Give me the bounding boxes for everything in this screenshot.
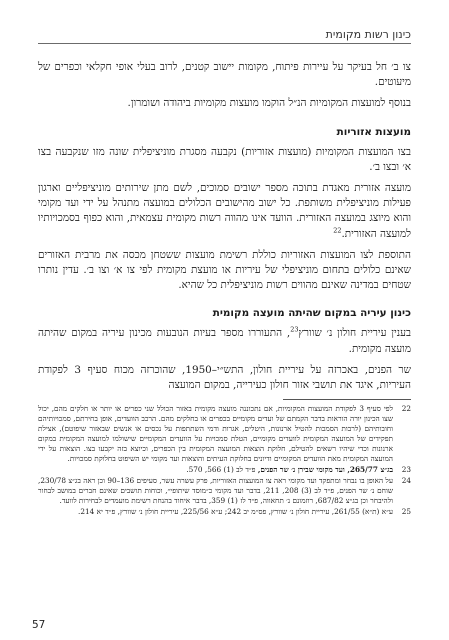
- running-title: כינון רשות מקומית: [325, 28, 411, 41]
- section-heading-municipality-establishment: כינון עיריה במקום שהיתה מועצה מקומית: [212, 307, 411, 320]
- page-number: 57: [32, 619, 46, 631]
- paragraph-schedule: התוספת לצו המועצות האזוריות כוללת רשימת מועצות ששטחן מכסה את מרבית האזורים שאינם כלולים בתחום מוניציפלי של עיריות או מועצת מקומית לפי צו א׳ וצו ב׳. עדין נותרו שטחים במדינה שאינם מהווים רשות מוניציפלית כל שהיא.: [38, 248, 411, 292]
- footnote-body: ע״א (ת״א) 261/55, עיריית חולון נ׳ שוורץ, פס״מ יב 242; ע״א 225/56, עיריית חולון נ׳ שוורץ, פ״ד יא 214.: [78, 507, 393, 517]
- footnote-text: [38, 507, 393, 517]
- footnote-body: פ״ד לב (1) 566, 570.: [186, 465, 256, 475]
- footnote-text: [38, 476, 393, 506]
- running-header: [38, 28, 411, 44]
- footnote-24: [38, 476, 411, 506]
- footnote-number: 25: [401, 507, 411, 517]
- footnote-number: 22: [401, 404, 411, 414]
- footnote-text: [38, 465, 393, 475]
- footnote-body: על האופן בו נבחר ומתפקד ועד מקומי ראה צו המועצות האזוריות, פרק עשרה עשר, סעיפים 136–90 וכן ראה בג״צ 230/78, שוחם נ׳ שר הפנים, פ״ד לב (3) 208, 211, בדבר ועד מקומי כ״מוסד שיתופי״, וכוחות תושבים שאינם חברים במושב לבחור ולהיבחר וכן בג״צ 687/82, רוזמונם נ׳ תחאווה, פ״ד לז (1) 359, בדבר איחוד בהנחת רשימת מועמדים לבחירות לוועד.: [38, 476, 394, 506]
- footnote-text: [38, 404, 393, 464]
- paragraph-holon-case-start: בענין עיריית חולון נ׳ שוורץ: [298, 327, 411, 340]
- footnote-number: 23: [401, 465, 411, 475]
- section-heading-regional-councils: מועצות אזוריות: [336, 125, 411, 138]
- footnote-ref-22[interactable]: 22: [333, 226, 342, 235]
- paragraph-holon-case-end: , התעוררו מספר בעיות הנובעות מכינון עיריה במקום שהיתה מועצה מקומית.: [38, 327, 411, 355]
- footnote-number: 24: [401, 476, 411, 486]
- footnote-citation: בג״צ 265/77, ועד מקומי שבירן נ׳ שר הפנים,: [257, 465, 393, 475]
- footnote-body: לפי סעיף 3 לפקודת המועצות המקומיות, אם נתכוננה מועצה מקומית באזור הכולל שני כפרים או יותר או חלקים מהם, יכול שצו הכינון יורה הוראות בדבר הקמתם של ועדים מקומיים בכפרים או בחלקים מהם. הרכב הוועדים, אופן בחירתם, סמכויותיהם וחובותיהם (לרבות הסמכות להטיל ארנונות, היטלים, אגרות ודמי השתתפות על נכסים או אנשים שבאזור שיפוטם), אצילת תפקידים של המועצה המקומית לוועדים מקומיים, הטלת סמכויות על הוועדים המקומיים שישולמו למועצה המקומית במקום ארנונות וכדי שיהיו רשאים להטילם, חלוקת הוצאות המועצה המקומית בין הכפרים, וכיוצא בזה יקבעו בצו. הוצאות על ידי המועצה המקומית מאת הוועדים המקומיים ודיונים בחלוקת העיתים והוצאות ועד מקומי יש השיפוט בחלוקת סמכויות.: [38, 404, 393, 464]
- footnote-22: [38, 404, 411, 464]
- footnote-23: [38, 465, 411, 475]
- paragraph-regional-definition: [38, 181, 411, 242]
- paragraph-regional-definition-text: מועצה אזורית מאגדת בתוכה מספר ישובים סמוכים, לשם מתן שירותים מוניציפליים וארגון פעילות מוניציפלית משותפת. כל ישוב מהישובים הכלולים במועצה מתנהל על ידי ועד מקומי והוא מיוצג במועצה האזורית. הוועד אינו מהווה רשות מקומית עצמאית, והוא כפוף בסמכויותיו למועצה האזורית.: [38, 182, 411, 240]
- paragraph-judea-samaria: בנוסף למועצות המקומיות הנ״ל הוקמו מועצות מקומיות ביהודה ושומרון.: [127, 97, 411, 110]
- footnote-separator: [283, 399, 411, 400]
- paragraph-minister-declaration: שר הפנים, באכרזה על עיריית חולון, התש״י–1950, שהוכרזה מכוח סעיף 3 לפקודת העיריות, איגד את תושבי אזור חולון כעירייה, במקום המועצה: [38, 363, 411, 392]
- paragraph-holon-case: [38, 326, 411, 356]
- footnote-25: [38, 507, 411, 517]
- page-content: [38, 60, 411, 518]
- footnote-ref-23[interactable]: 23: [290, 325, 299, 334]
- paragraph-regional-order: בצו המועצות המקומיות (מועצות אזוריות) נקבעה מסגרת מוניציפלית שונה מזו שנקבעה בצו א׳ ובצו ב׳.: [38, 145, 411, 173]
- paragraph-villages: צו ב׳ חל בעיקר על עיירות פיתוח, מקומות יישוב קטנים, לרוב בעלי אופי חקלאי וכפרים של מיעוטים.: [38, 61, 411, 89]
